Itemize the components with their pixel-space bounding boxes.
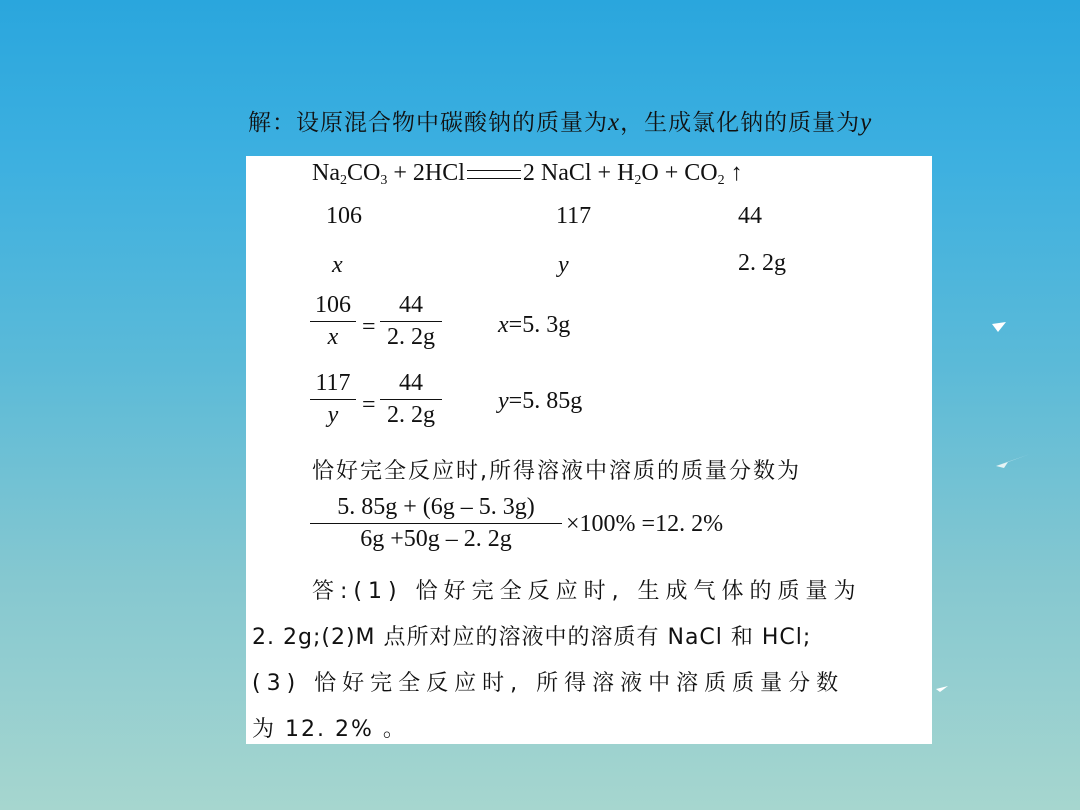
- prop2-den2: 2. 2g: [387, 402, 435, 428]
- prop2-result-value: =5. 85g: [508, 388, 583, 414]
- prop2-num1: 117: [310, 370, 356, 400]
- prop2-num2: 44: [380, 370, 442, 400]
- eq-gas-arrow: ↑: [730, 160, 743, 186]
- eq-p-sub: 2: [634, 173, 642, 188]
- prop1-den2: 2. 2g: [387, 324, 435, 350]
- mass-106: 106: [326, 203, 362, 229]
- eq-reactant1: Na: [312, 160, 340, 186]
- answer-line2: 2. 2g;(2)M 点所对应的溶液中的溶质有 NaCl 和 HCl;: [252, 625, 812, 650]
- paper-plane-icon-large: [996, 452, 1030, 468]
- slide-title: [248, 104, 968, 137]
- title-var-y: y: [860, 109, 873, 136]
- prop1-left-fraction: [310, 292, 356, 351]
- prop1-result-var: x: [498, 312, 509, 338]
- calc-result: ×100% =12. 2%: [566, 511, 724, 537]
- calc-denominator: 6g +50g – 2. 2g: [360, 526, 512, 552]
- mass-44: 44: [738, 203, 762, 229]
- solution-panel: [246, 156, 932, 744]
- eq-product1: 2 NaCl + H: [522, 160, 635, 186]
- title-mid: ，生成氯化钠的质量为: [620, 110, 861, 136]
- eq-equals-line: [467, 170, 521, 179]
- title-var-x: x: [608, 109, 621, 136]
- unknown-x: x: [332, 252, 343, 278]
- prop1-result-value: =5. 3g: [508, 312, 571, 338]
- prop1-num1: 106: [310, 292, 356, 322]
- eq-r1-sub2: 3: [380, 173, 388, 188]
- eq-r1-rest: CO: [346, 160, 381, 186]
- prop2-left-fraction: [310, 370, 356, 429]
- prop1-den1: x: [327, 324, 339, 350]
- prop2-result-var: y: [498, 388, 509, 414]
- eq-p-rest: O + CO: [641, 160, 718, 186]
- prop2-right-fraction: [380, 370, 442, 429]
- answer-line4: 为 12. 2% 。: [252, 717, 407, 742]
- prop1-equals: =: [362, 314, 376, 340]
- chemical-equation: [312, 160, 743, 187]
- fraction-intro-text: 恰好完全反应时,所得溶液中溶质的质量分数为: [312, 459, 801, 484]
- unknown-gas-mass: 2. 2g: [738, 250, 786, 276]
- paper-plane-icon-small: [936, 686, 948, 692]
- prop2-result: [498, 388, 582, 415]
- eq-r1-sub: 2: [339, 173, 347, 188]
- title-text: 解：设原混合物中碳酸钠的质量为: [248, 110, 608, 136]
- prop2-den1: y: [327, 402, 339, 428]
- mass-fraction-calc: [310, 494, 562, 553]
- prop1-num2: 44: [380, 292, 442, 322]
- calc-numerator: 5. 85g + (6g – 5. 3g): [310, 494, 562, 524]
- eq-p-sub2: 2: [717, 173, 725, 188]
- prop1-right-fraction: [380, 292, 442, 351]
- prop2-equals: =: [362, 392, 376, 418]
- paper-plane-icon: [992, 322, 1006, 332]
- prop1-result: [498, 312, 570, 339]
- unknown-y: y: [558, 252, 569, 278]
- answer-line1: 答:(1) 恰好完全反应时, 生成气体的质量为: [312, 579, 862, 604]
- mass-117: 117: [556, 203, 592, 229]
- answer-line3: (3) 恰好完全反应时, 所得溶液中溶质质量分数: [252, 671, 845, 696]
- eq-plus1: + 2HCl: [393, 160, 465, 186]
